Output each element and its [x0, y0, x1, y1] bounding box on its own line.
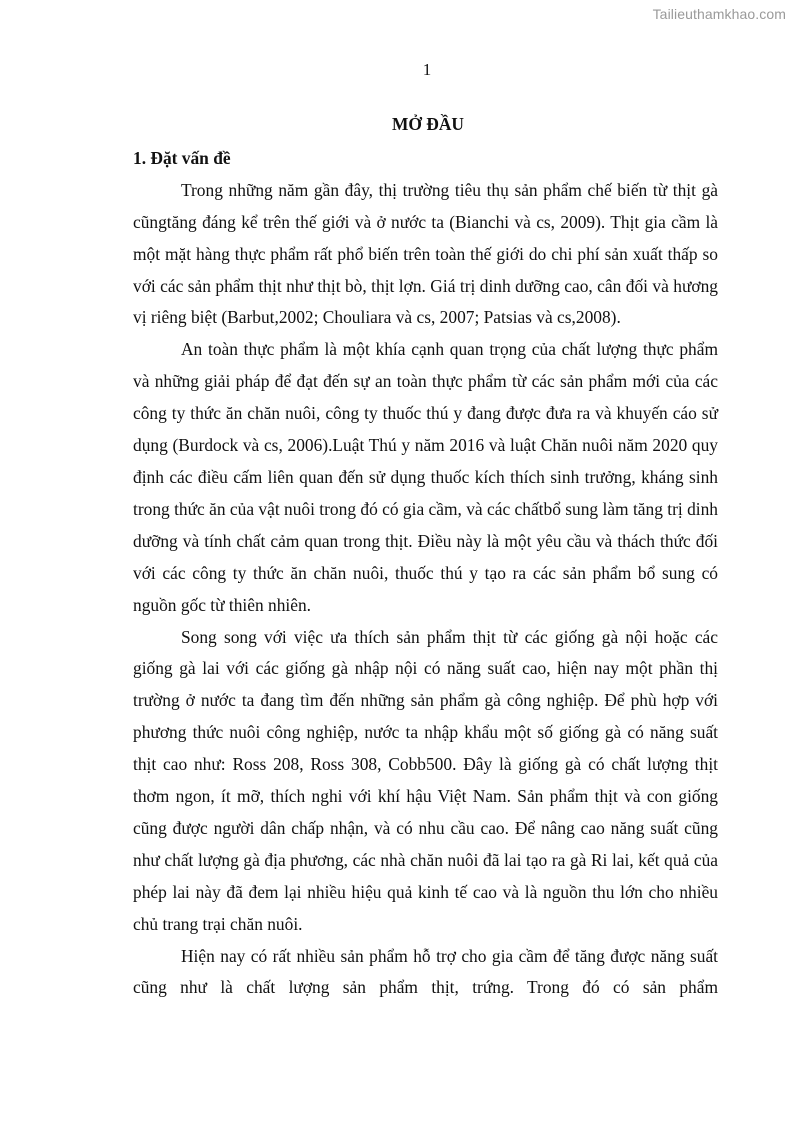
- paragraph-3: Song song với việc ưa thích sản phẩm thịt từ các giống gà nội hoặc các giống gà lai với các giống gà nhập nội có năng suất cao, hiện nay một phần thị trường ở nước ta đang tìm đến những sản phẩm gà công nghiệp. Để phù hợp với phương thức nuôi công nghiệp, nước ta nhập khẩu một số giống gà có năng suất thịt cao như: Ross 208, Ross 308, Cobb500. Đây là giống gà có chất lượng thịt thơm ngon, ít mỡ, thích nghi với khí hậu Việt Nam. Sản phẩm thịt và con giống cũng được người dân chấp nhận, và có nhu cầu cao. Để nâng cao năng suất cũng như chất lượng gà địa phương, các nhà chăn nuôi đã lai tạo ra gà Ri lai, kết quả của phép lai này đã đem lại nhiều hiệu quả kinh tế cao và là nguồn thu lớn cho nhiều chủ trang trại chăn nuôi.: [133, 626, 718, 934]
- paragraph-1: Trong những năm gần đây, thị trường tiêu thụ sản phẩm chế biến từ thịt gà cũngtăng đáng kể trên thế giới và ở nước ta (Bianchi và cs, 2009). Thịt gia cầm là một mặt hàng thực phẩm rất phổ biến trên toàn thế giới do chi phí sản xuất thấp so với các sản phẩm thịt như thịt bò, thịt lợn. Giá trị dinh dưỡng cao, cân đối và hương vị riêng biệt (Barbut,2002; Chouliara và cs, 2007; Patsias và cs,2008).: [133, 179, 718, 328]
- document-body: [133, 109, 718, 1004]
- page-number: 1: [422, 60, 432, 79]
- paragraph-4: Hiện nay có rất nhiều sản phẩm hỗ trợ cho gia cầm để tăng được năng suất cũng như là chất lượng sản phẩm thịt, trứng. Trong đó có sản phẩm: [133, 945, 718, 998]
- paragraph-2: An toàn thực phẩm là một khía cạnh quan trọng của chất lượng thực phẩm và những giải pháp để đạt đến sự an toàn thực phẩm từ các sản phẩm mới của các công ty thức ăn chăn nuôi, công ty thuốc thú y đang được đưa ra và khuyến cáo sử dụng (Burdock và cs, 2006).Luật Thú y năm 2016 và luật Chăn nuôi năm 2020 quy định các điều cấm liên quan đến sử dụng thuốc kích thích sinh trưởng, kháng sinh trong thức ăn của vật nuôi trong đó có gia cầm, và các chấtbổ sung làm tăng trị dinh dưỡng và tính chất cảm quan trong thịt. Điều này là một yêu cầu và thách thức đối với các công ty thức ăn chăn nuôi, thuốc thú y tạo ra các sản phẩm bổ sung có nguồn gốc từ thiên nhiên.: [133, 339, 718, 615]
- chapter-heading: MỞ ĐẦU: [392, 114, 464, 134]
- section-title: 1. Đặt vấn đề: [133, 147, 231, 168]
- watermark: Tailieuthamkhao.com: [652, 6, 786, 22]
